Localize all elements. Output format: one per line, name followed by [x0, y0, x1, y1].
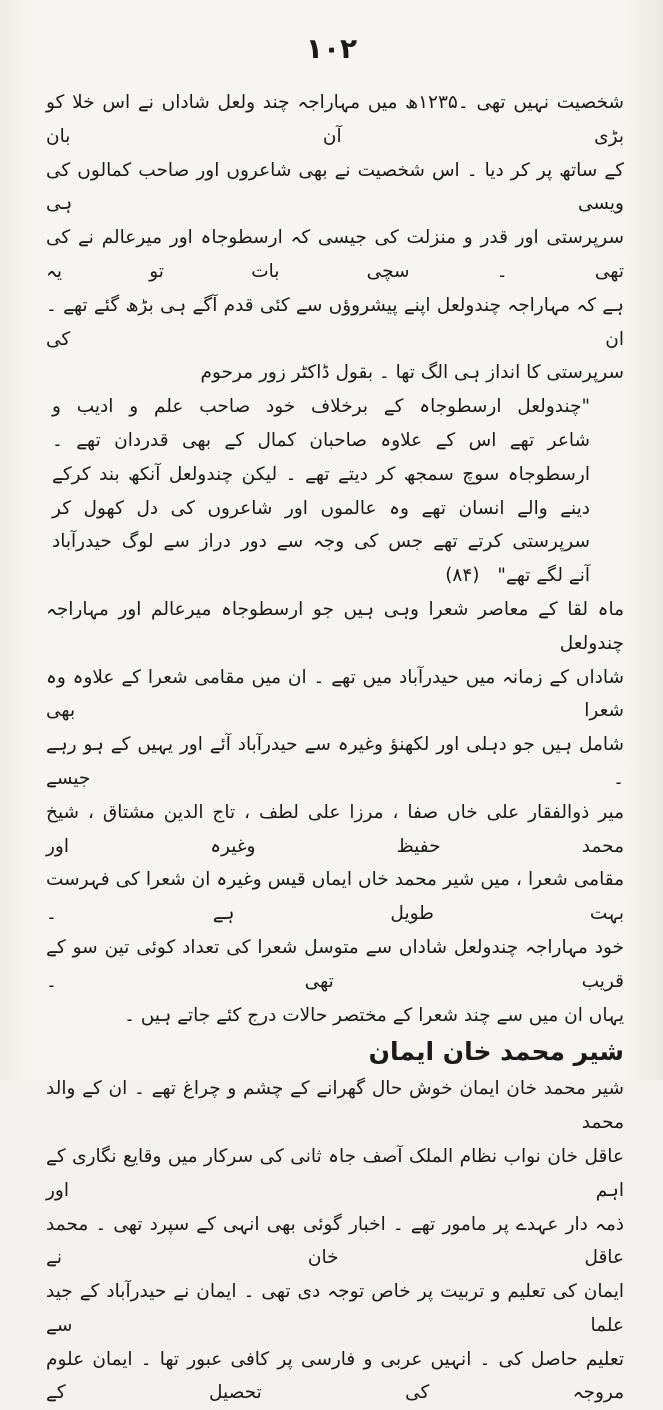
section-heading: شیر محمد خان ایمان [368, 1037, 624, 1067]
text-line: میر ذوالفقار علی خاں صفا ، مرزا علی لطف ، تاج الدین مشتاق ، شیخ محمد حفیظ وغیرہ اور [46, 801, 624, 857]
quote-end: آنے لگے تھے" [497, 565, 590, 587]
page-number: ۱۰۲ [305, 32, 358, 65]
quote-line: شاعر تھے اس کے علاوہ صاحبان کمال کے بھی قدردان تھے ۔ [52, 429, 590, 451]
quote-line: دینے والے انسان تھے وہ عالموں اور شاعروں کی دل کھول کر [52, 497, 590, 519]
text-line: خود مہاراجہ چندولعل شاداں سے متوسل شعرا کی تعداد کوئی تین سو کے قریب تھی ۔ [46, 936, 624, 992]
text-line: کے ساتھ پر کر دیا ۔ اس شخصیت نے بھی شاعروں اور صاحب کمالوں کی ویسی ہی [46, 159, 624, 215]
quote-line: سرپرستی کرتے تھے جس کی وجہ سے دور دراز سے لوگ حیدرآباد [52, 531, 590, 553]
text-line: شخصیت نہیں تھی ۔۱۲۳۵ھ میں مہاراجہ چند ولعل شاداں نے اس خلا کو بڑی آن بان [46, 92, 624, 147]
text-line: سرپرستی کا انداز ہی الگ تھا ۔ بقول ڈاکٹر زور مرحوم [200, 362, 624, 384]
citation-number: (۸۴) [445, 565, 480, 587]
text-line: یہاں ان میں سے چند شعرا کے مختصر حالات درج کئے جاتے ہیں ۔ [124, 1004, 624, 1026]
quote-line: ارسطوجاہ سوچ سمجھ کر دیتے تھے ۔ لیکن چندولعل آنکھ بند کرکے [52, 463, 590, 485]
text-line: عاقل خان نواب نظام الملک آصف جاہ ثانی کی سرکار میں وقایع نگاری کے اہم اور [46, 1145, 624, 1201]
text-line: مقامی شعرا ، میں شیر محمد خاں ایماں قیس وغیرہ ان شعرا کی فہرست بہت طویل ہے ۔ [46, 869, 624, 925]
text-line: ہے کہ مہاراجہ چندولعل اپنے پیشروؤں سے کئی قدم آگے ہی بڑھ گئے تھے ۔ ان کی [46, 294, 624, 350]
text-line: سرپرستی اور قدر و منزلت کی جیسی کہ ارسطوجاہ اور میرعالم نے کی تھی ۔ سچی بات تو یہ [46, 227, 624, 282]
block-quote [46, 390, 624, 593]
text-line: ماہ لقا کے معاصر شعرا وہی ہیں جو ارسطوجاہ میرعالم اور مہاراجہ چندولعل [46, 598, 624, 654]
text-line: ایمان کی تعلیم و تربیت پر خاص توجہ دی تھی ۔ ایمان نے حیدرآباد کے جید علما سے [46, 1281, 624, 1336]
text-line: شاداں کے زمانہ میں حیدرآباد میں تھے ۔ ان میں مقامی شعرا کے علاوہ وہ شعرا بھی [46, 666, 624, 722]
quote-line: "چندولعل ارسطوجاہ کے برخلاف خود صاحب علم و ادیب و [52, 396, 590, 418]
text-line: ذمہ دار عہدے پر مامور تھے ۔ اخبار گوئی بھی انہی کے سپرد تھی ۔ محمد عاقل خان نے [46, 1213, 624, 1269]
page-body [46, 86, 624, 1410]
text-line: شامل ہیں جو دہلی اور لکھنؤ وغیرہ سے حیدرآباد آئے اور یہیں کے ہو رہے ۔ جیسے [46, 734, 624, 789]
text-line: تعلیم حاصل کی ۔ انہیں عربی و فارسی پر کافی عبور تھا ۔ ایمان علوم مروجہ کی تحصیل کے [46, 1348, 624, 1404]
text-line: شیر محمد خان ایمان خوش حال گھرانے کے چشم و چراغ تھے ۔ ان کے والد محمد [46, 1078, 624, 1134]
quote-line [52, 559, 590, 593]
